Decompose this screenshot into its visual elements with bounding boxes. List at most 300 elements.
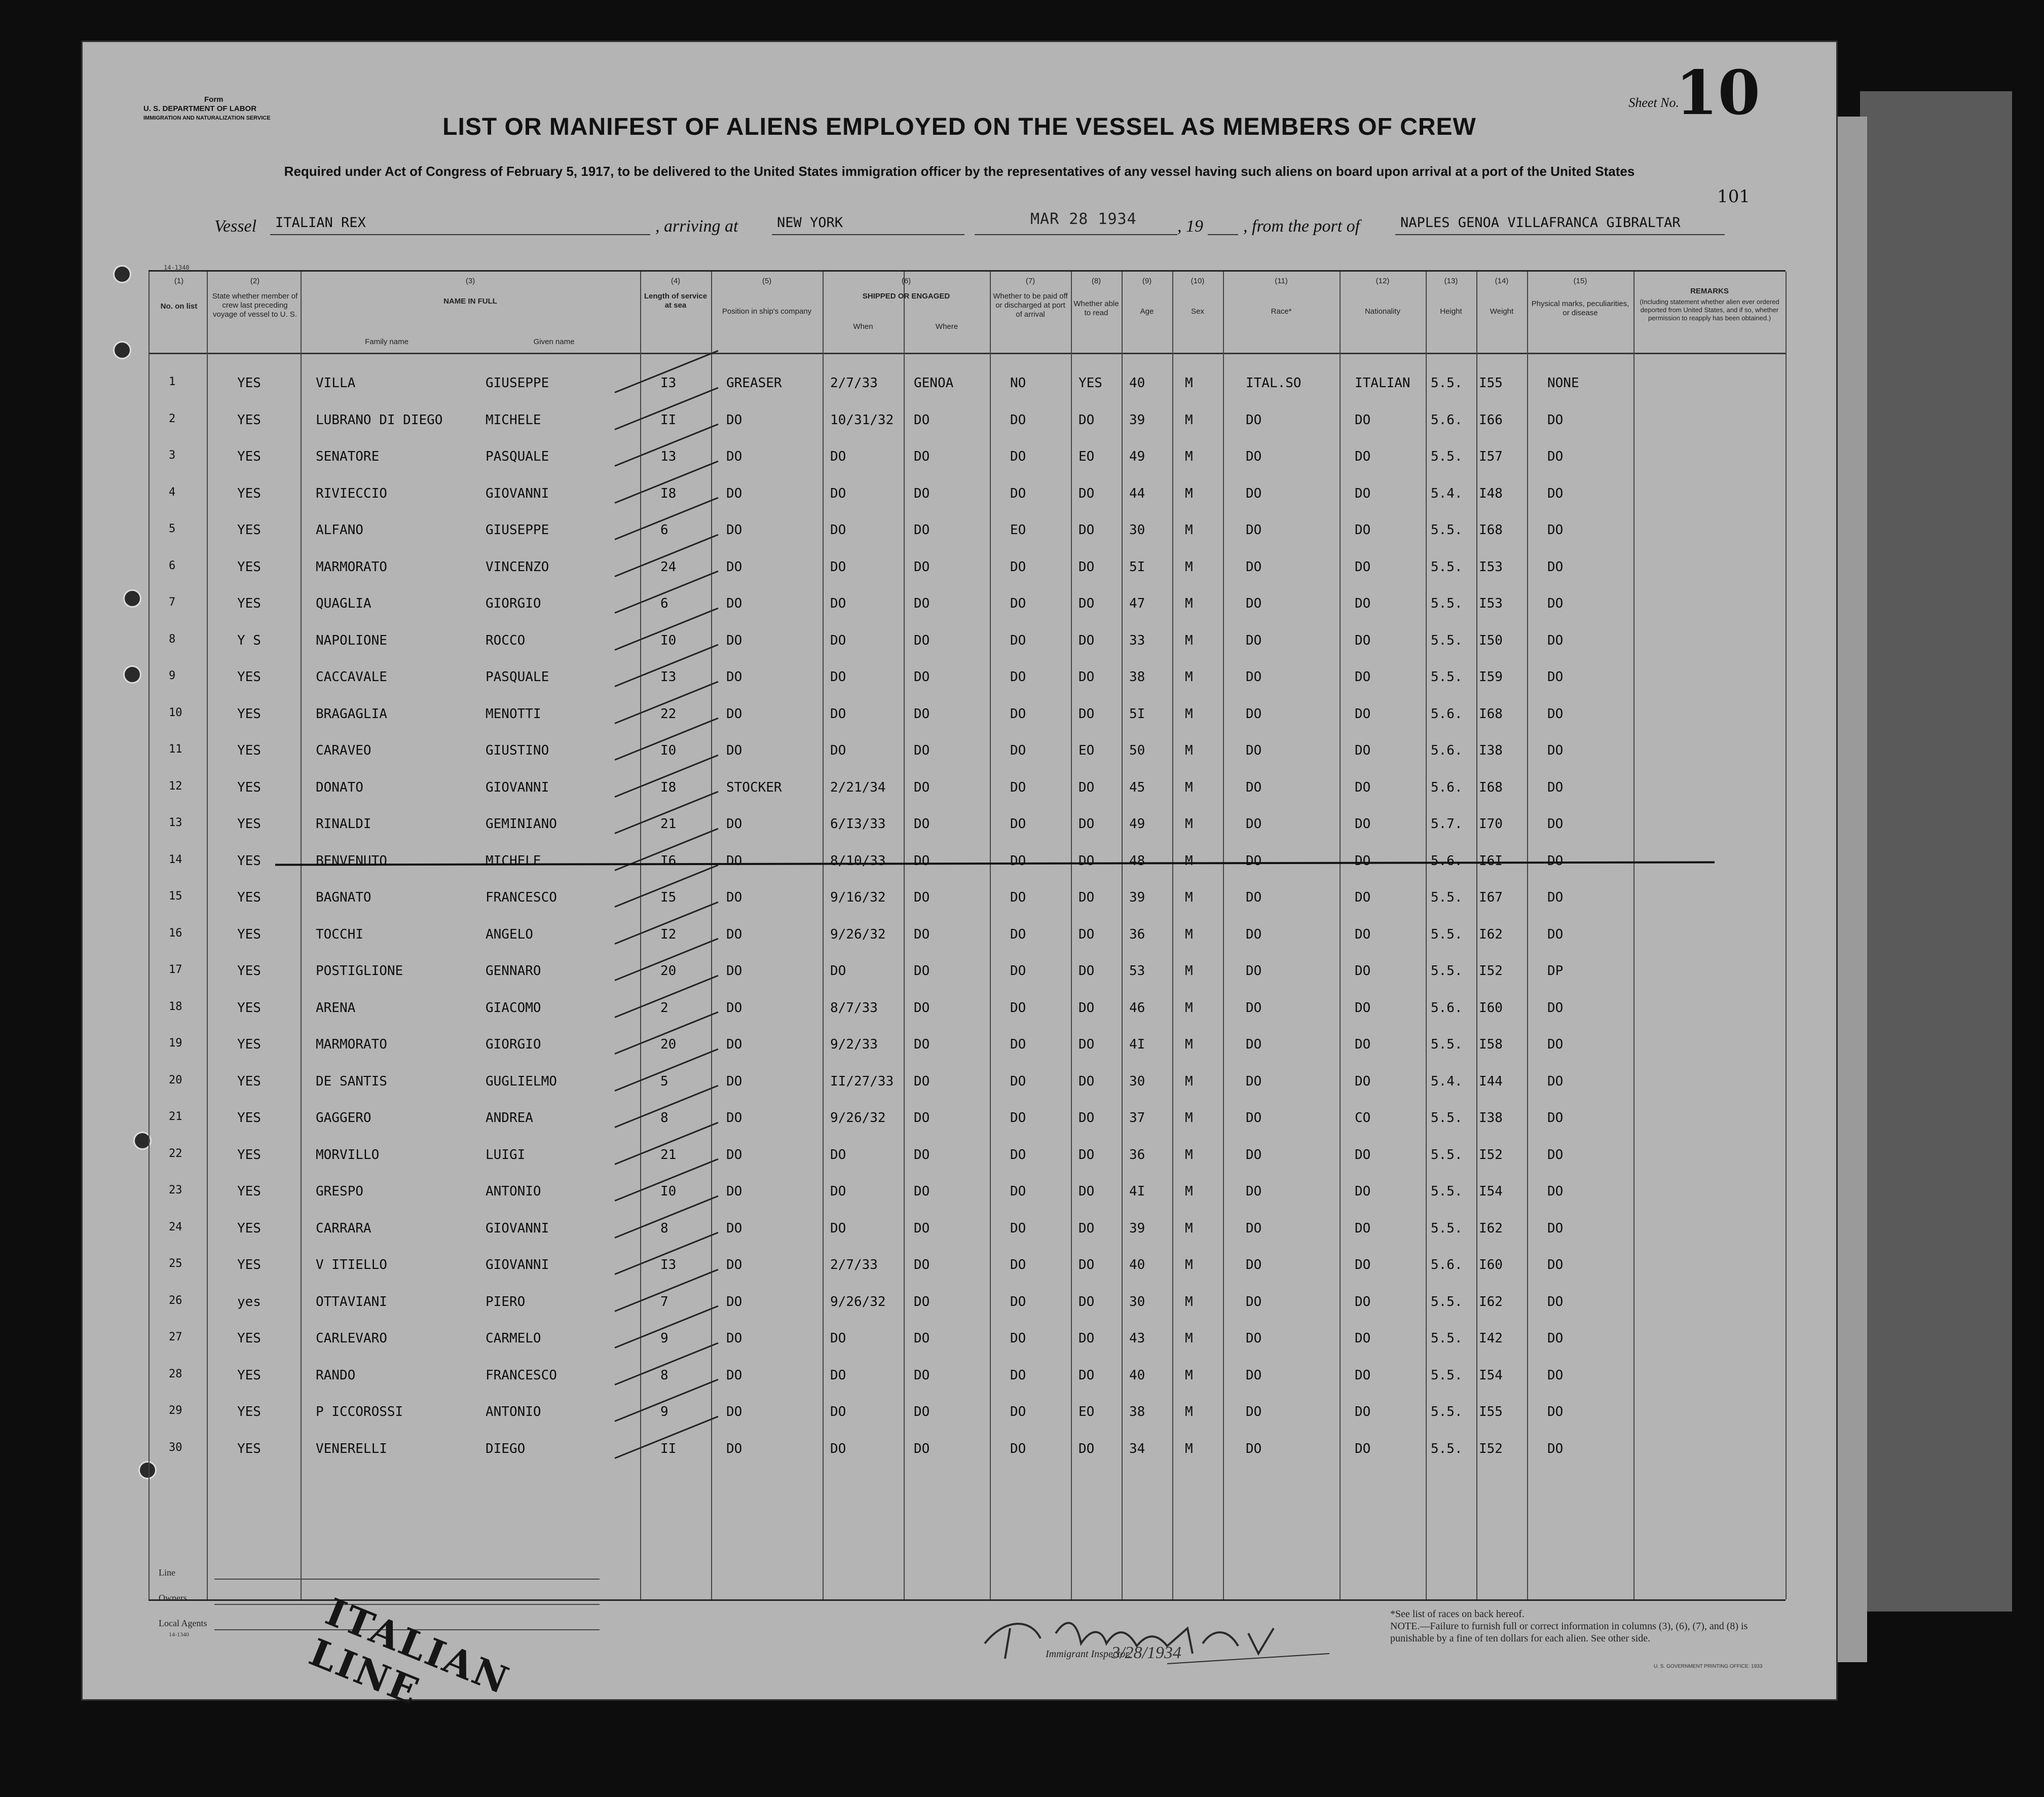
vessel-label: Vessel <box>214 217 257 236</box>
shipped-when: DO <box>830 963 846 979</box>
paid-off: DO <box>1010 1147 1026 1163</box>
paid-off: DO <box>1010 926 1026 942</box>
paid-off: DO <box>1010 1000 1026 1016</box>
paid-off: DO <box>1010 779 1026 795</box>
age: 30 <box>1129 1073 1145 1089</box>
row-number: 2 <box>169 412 176 425</box>
col-num-1: (1) <box>174 277 184 285</box>
inspector-label: Immigrant Inspector. <box>1046 1649 1131 1660</box>
age: 49 <box>1129 449 1145 464</box>
age: 5I <box>1129 706 1145 722</box>
race: DO <box>1246 816 1262 832</box>
weight: I60 <box>1479 1000 1503 1016</box>
position: DO <box>726 1184 742 1199</box>
nationality: DO <box>1355 743 1371 758</box>
shipped-where: DO <box>914 1073 930 1089</box>
row-number: 11 <box>169 743 182 756</box>
able-to-read: DO <box>1079 1220 1095 1236</box>
weight: I67 <box>1479 890 1503 905</box>
sheet-number: 10 <box>1676 57 1760 129</box>
nationality: DO <box>1355 669 1371 685</box>
sex: M <box>1185 522 1193 538</box>
physical-marks: DO <box>1547 669 1564 685</box>
weight: I53 <box>1479 559 1503 575</box>
position: DO <box>726 449 742 464</box>
service-length: I8 <box>660 485 677 501</box>
paid-off: DO <box>1010 559 1026 575</box>
family-name: BRAGAGLIA <box>316 706 387 722</box>
height: 5.6. <box>1431 1257 1463 1272</box>
row-number: 12 <box>169 779 182 793</box>
year-label: , 19 <box>1177 217 1203 236</box>
italian-line-stamp: ITALIAN LINE <box>303 1590 516 1714</box>
family-name: ARENA <box>316 1000 356 1016</box>
position: DO <box>726 1147 742 1163</box>
table-row <box>148 807 1786 844</box>
given-name: GEMINIANO <box>486 816 557 832</box>
able-to-read: DO <box>1079 816 1095 832</box>
row-number: 28 <box>169 1367 182 1380</box>
given-name: VINCENZO <box>486 559 549 575</box>
given-name: ROCCO <box>486 632 526 648</box>
age: 33 <box>1129 632 1145 648</box>
background-page-edge <box>1860 91 2012 1612</box>
sex: M <box>1185 1000 1193 1016</box>
able-to-read: DO <box>1079 669 1095 685</box>
physical-marks: DO <box>1547 706 1564 722</box>
position: GREASER <box>726 376 782 391</box>
service-length: I0 <box>660 632 677 648</box>
crew-state: YES <box>237 1110 261 1126</box>
physical-marks: DP <box>1547 963 1564 979</box>
weight: I70 <box>1479 816 1503 832</box>
given-name: MICHELE <box>486 853 541 869</box>
crew-state: YES <box>237 890 261 905</box>
able-to-read: EO <box>1079 743 1095 758</box>
arriving-port: NEW YORK <box>772 215 964 235</box>
punch-hole <box>123 665 141 684</box>
position: DO <box>726 1220 742 1236</box>
paid-off: DO <box>1010 1073 1026 1089</box>
service-length: 20 <box>660 963 677 979</box>
row-number: 17 <box>169 963 182 976</box>
sex: M <box>1185 632 1193 648</box>
given-name: FRANCESCO <box>486 890 557 905</box>
sex: M <box>1185 1331 1193 1346</box>
given-name: GENNARO <box>486 963 541 979</box>
table-row <box>148 991 1786 1028</box>
sex: M <box>1185 1404 1193 1419</box>
paid-off: DO <box>1010 1367 1026 1383</box>
height: 5.7. <box>1431 816 1463 832</box>
col-header-marks: Physical marks, peculiarities, or disease <box>1531 300 1629 317</box>
age: 44 <box>1129 485 1145 501</box>
reference-number: 101 <box>1717 186 1750 207</box>
nationality: ITALIAN <box>1355 376 1410 391</box>
shipped-where: DO <box>914 1294 930 1309</box>
able-to-read: DO <box>1079 706 1095 722</box>
service-length: 8 <box>660 1220 668 1236</box>
nationality: DO <box>1355 779 1371 795</box>
able-to-read: DO <box>1079 412 1095 428</box>
age: 46 <box>1129 1000 1145 1016</box>
sex: M <box>1185 1257 1193 1272</box>
shipped-where: DO <box>914 1184 930 1199</box>
sex: M <box>1185 1037 1193 1052</box>
able-to-read: DO <box>1079 1294 1095 1309</box>
line-label: Line <box>159 1567 175 1578</box>
crew-state: YES <box>237 669 261 685</box>
year-field <box>1208 215 1238 235</box>
table-row <box>148 1285 1786 1322</box>
nationality: DO <box>1355 1184 1371 1199</box>
shipped-where: DO <box>914 449 930 464</box>
nationality: DO <box>1355 1147 1371 1163</box>
row-number: 20 <box>169 1073 182 1087</box>
position: DO <box>726 1037 742 1052</box>
col-header-position: Position in ship's company <box>722 307 812 316</box>
nationality: DO <box>1355 559 1371 575</box>
service-length: I5 <box>660 890 677 905</box>
service-length: I6 <box>660 853 677 869</box>
family-name: VILLA <box>316 376 356 391</box>
race: DO <box>1246 1037 1262 1052</box>
col-header-age: Age <box>1140 307 1154 316</box>
shipped-when: 9/26/32 <box>830 1294 886 1309</box>
service-length: 20 <box>660 1037 677 1052</box>
paid-off: DO <box>1010 963 1026 979</box>
crew-state: YES <box>237 1000 261 1016</box>
service-length: I2 <box>660 926 677 942</box>
row-number: 14 <box>169 853 182 866</box>
row-number: 24 <box>169 1220 182 1233</box>
shipped-where: DO <box>914 596 930 611</box>
able-to-read: DO <box>1079 1331 1095 1346</box>
physical-marks: DO <box>1547 926 1564 942</box>
row-number: 26 <box>169 1294 182 1307</box>
table-row <box>148 771 1786 807</box>
nationality: DO <box>1355 706 1371 722</box>
col-num-10: (10) <box>1191 277 1205 285</box>
shipped-when: 6/I3/33 <box>830 816 886 832</box>
paid-off: DO <box>1010 1331 1026 1346</box>
nationality: DO <box>1355 1331 1371 1346</box>
nationality: DO <box>1355 1294 1371 1309</box>
height: 5.5. <box>1431 1441 1463 1456</box>
position: DO <box>726 1367 742 1383</box>
physical-marks: DO <box>1547 485 1564 501</box>
sex: M <box>1185 1294 1193 1309</box>
table-row <box>148 403 1786 440</box>
col-num-3: (3) <box>465 277 475 285</box>
weight: I62 <box>1479 1220 1503 1236</box>
paid-off: DO <box>1010 632 1026 648</box>
table-row <box>148 477 1786 513</box>
sex: M <box>1185 412 1193 428</box>
shipped-where: DO <box>914 779 930 795</box>
height: 5.5. <box>1431 1294 1463 1309</box>
row-number: 6 <box>169 559 176 572</box>
nationality: DO <box>1355 963 1371 979</box>
row-number: 7 <box>169 596 176 609</box>
table-row <box>148 844 1786 881</box>
age: 48 <box>1129 853 1145 869</box>
race: DO <box>1246 632 1262 648</box>
weight: I62 <box>1479 926 1503 942</box>
service-length: 2 <box>660 1000 668 1016</box>
height: 5.6. <box>1431 853 1463 869</box>
inspection-date: 3/28/1934 <box>1111 1643 1181 1662</box>
shipped-when: 10/31/32 <box>830 412 894 428</box>
shipped-when: DO <box>830 669 846 685</box>
col-header-no: No. on list <box>160 302 198 311</box>
nationality: DO <box>1355 1073 1371 1089</box>
given-name: CARMELO <box>486 1331 541 1346</box>
shipped-when: 9/26/32 <box>830 926 886 942</box>
family-name: DE SANTIS <box>316 1073 387 1089</box>
physical-marks: DO <box>1547 1441 1564 1456</box>
height: 5.6. <box>1431 1000 1463 1016</box>
service-length: I3 <box>660 1257 677 1272</box>
weight: I57 <box>1479 449 1503 464</box>
family-name: ALFANO <box>316 522 363 538</box>
row-number: 23 <box>169 1184 182 1196</box>
position: DO <box>726 522 742 538</box>
shipped-when: DO <box>830 559 846 575</box>
service-length: I0 <box>660 743 677 758</box>
given-name: GIOVANNI <box>486 779 549 795</box>
nationality: DO <box>1355 853 1371 869</box>
col-header-remarks: REMARKS <box>1690 287 1729 295</box>
height: 5.5. <box>1431 596 1463 611</box>
crew-state: YES <box>237 1073 261 1089</box>
row-number: 29 <box>169 1404 182 1417</box>
document-title: LIST OR MANIFEST OF ALIENS EMPLOYED ON THE VESSEL AS MEMBERS OF CREW <box>442 114 1476 140</box>
shipped-when: 2/7/33 <box>830 1257 878 1272</box>
nationality: DO <box>1355 412 1371 428</box>
height: 5.5. <box>1431 559 1463 575</box>
height: 5.5. <box>1431 1331 1463 1346</box>
given-name: GIOVANNI <box>486 485 549 501</box>
sex: M <box>1185 816 1193 832</box>
sex: M <box>1185 1441 1193 1456</box>
crew-state: YES <box>237 1220 261 1236</box>
nationality: DO <box>1355 449 1371 464</box>
table-row <box>148 918 1786 954</box>
family-name: MARMORATO <box>316 559 387 575</box>
age: 40 <box>1129 1257 1145 1272</box>
crew-state: YES <box>237 1441 261 1456</box>
shipped-where: DO <box>914 1147 930 1163</box>
height: 5.4. <box>1431 485 1463 501</box>
shipped-where: DO <box>914 1257 930 1272</box>
age: 4I <box>1129 1037 1145 1052</box>
punch-hole <box>113 341 131 359</box>
weight: I52 <box>1479 963 1503 979</box>
sex: M <box>1185 1367 1193 1383</box>
nationality: DO <box>1355 485 1371 501</box>
sex: M <box>1185 669 1193 685</box>
paid-off: DO <box>1010 596 1026 611</box>
family-name: POSTIGLIONE <box>316 963 403 979</box>
family-name: TOCCHI <box>316 926 363 942</box>
nationality: DO <box>1355 632 1371 648</box>
physical-marks: DO <box>1547 1000 1564 1016</box>
race: DO <box>1246 963 1262 979</box>
table-row <box>148 1212 1786 1248</box>
given-name: ANGELO <box>486 926 533 942</box>
sex: M <box>1185 449 1193 464</box>
background-page-edge-2 <box>1835 117 1867 1662</box>
race: DO <box>1246 412 1262 428</box>
paid-off: DO <box>1010 1110 1026 1126</box>
age: 38 <box>1129 669 1145 685</box>
shipped-where: DO <box>914 1037 930 1052</box>
family-name: BAGNATO <box>316 890 371 905</box>
table-row <box>148 954 1786 991</box>
height: 5.5. <box>1431 926 1463 942</box>
paid-off: NO <box>1010 376 1026 391</box>
height: 5.5. <box>1431 1147 1463 1163</box>
position: DO <box>726 890 742 905</box>
shipped-when: DO <box>830 1147 846 1163</box>
family-name: RIVIECCIO <box>316 485 387 501</box>
physical-marks: DO <box>1547 1073 1564 1089</box>
position: DO <box>726 926 742 942</box>
sex: M <box>1185 376 1193 391</box>
able-to-read: DO <box>1079 1037 1095 1052</box>
given-name: ANTONIO <box>486 1184 541 1199</box>
col-num-5: (5) <box>762 277 772 285</box>
vessel-name: ITALIAN REX <box>270 215 650 235</box>
age: 40 <box>1129 376 1145 391</box>
paid-off: DO <box>1010 1037 1026 1052</box>
service-length: I3 <box>660 669 677 685</box>
weight: I68 <box>1479 522 1503 538</box>
department-name: U. S. DEPARTMENT OF LABOR <box>143 104 257 113</box>
family-name: GRESPO <box>316 1184 363 1199</box>
paid-off: EO <box>1010 522 1026 538</box>
penalty-note: NOTE.—Failure to furnish full or correct information in columns (3), (6), (7), and (8) is punishable by a fine of ten dollars for each alien. See other side. <box>1390 1621 1748 1644</box>
nationality: DO <box>1355 816 1371 832</box>
sex: M <box>1185 1184 1193 1199</box>
row-number: 4 <box>169 485 176 499</box>
col-header-paid-off: Whether to be paid off or discharged at port of arrival <box>993 292 1068 319</box>
crew-state: YES <box>237 1404 261 1419</box>
row-number: 8 <box>169 632 176 646</box>
crew-state: YES <box>237 1257 261 1272</box>
race: DO <box>1246 1257 1262 1272</box>
table-row <box>148 1322 1786 1358</box>
arrival-date-stamp: MAR 28 1934 <box>1030 210 1137 228</box>
weight: I62 <box>1479 1294 1503 1309</box>
weight: I55 <box>1479 1404 1503 1419</box>
able-to-read: DO <box>1079 1073 1095 1089</box>
crew-state: YES <box>237 1367 261 1383</box>
race: DO <box>1246 926 1262 942</box>
row-number: 16 <box>169 926 182 940</box>
able-to-read: DO <box>1079 1367 1095 1383</box>
crew-state: YES <box>237 743 261 758</box>
crew-state: YES <box>237 485 261 501</box>
age: 39 <box>1129 1220 1145 1236</box>
position: DO <box>726 816 742 832</box>
shipped-when: 2/21/34 <box>830 779 886 795</box>
physical-marks: DO <box>1547 743 1564 758</box>
position: DO <box>726 412 742 428</box>
punch-hole <box>123 589 141 608</box>
shipped-where: DO <box>914 412 930 428</box>
given-name: GIOVANNI <box>486 1220 549 1236</box>
given-name: GIUSEPPE <box>486 522 549 538</box>
shipped-where: DO <box>914 522 930 538</box>
weight: I52 <box>1479 1147 1503 1163</box>
nationality: DO <box>1355 1000 1371 1016</box>
given-name: GIORGIO <box>486 596 541 611</box>
col-num-15: (15) <box>1573 277 1587 285</box>
col-num-6: (6) <box>901 277 911 285</box>
sex: M <box>1185 779 1193 795</box>
able-to-read: DO <box>1079 926 1095 942</box>
service-length: II <box>660 1441 677 1456</box>
table-row <box>148 697 1786 734</box>
col-num-14: (14) <box>1495 277 1509 285</box>
crew-state: YES <box>237 1184 261 1199</box>
shipped-when: DO <box>830 485 846 501</box>
position: DO <box>726 559 742 575</box>
nationality: DO <box>1355 1037 1371 1052</box>
paid-off: DO <box>1010 1184 1026 1199</box>
table-row <box>148 587 1786 623</box>
crew-state: YES <box>237 853 261 869</box>
col-header-read: Whether able to read <box>1073 300 1119 317</box>
service-length: II <box>660 412 677 428</box>
height: 5.4. <box>1431 1073 1463 1089</box>
age: 50 <box>1129 743 1145 758</box>
given-name: GIACOMO <box>486 1000 541 1016</box>
sex: M <box>1185 743 1193 758</box>
crew-state: YES <box>237 706 261 722</box>
punch-hole <box>113 265 131 283</box>
height: 5.5. <box>1431 1404 1463 1419</box>
col-header-service: Length of service at sea <box>644 292 708 310</box>
crew-state: yes <box>237 1294 261 1309</box>
table-row <box>148 1138 1786 1175</box>
service-length: 9 <box>660 1404 668 1419</box>
given-name: ANDREA <box>486 1110 533 1126</box>
nationality: DO <box>1355 890 1371 905</box>
crew-state: YES <box>237 376 261 391</box>
paid-off: DO <box>1010 1257 1026 1272</box>
shipped-where: DO <box>914 632 930 648</box>
age: 49 <box>1129 816 1145 832</box>
age: 34 <box>1129 1441 1145 1456</box>
col-header-state: State whether member of crew last preceding voyage of vessel to U. S. <box>212 292 298 319</box>
from-port-label: , from the port of <box>1243 217 1360 236</box>
physical-marks: DO <box>1547 1184 1564 1199</box>
family-name: GAGGERO <box>316 1110 371 1126</box>
position: DO <box>726 485 742 501</box>
given-name: PIERO <box>486 1294 526 1309</box>
race: DO <box>1246 449 1262 464</box>
paid-off: DO <box>1010 1294 1026 1309</box>
able-to-read: DO <box>1079 1257 1095 1272</box>
family-name: LUBRANO DI DIEGO <box>316 412 443 428</box>
table-row <box>148 881 1786 917</box>
position: DO <box>726 669 742 685</box>
service-length: 22 <box>660 706 677 722</box>
weight: I58 <box>1479 1037 1503 1052</box>
